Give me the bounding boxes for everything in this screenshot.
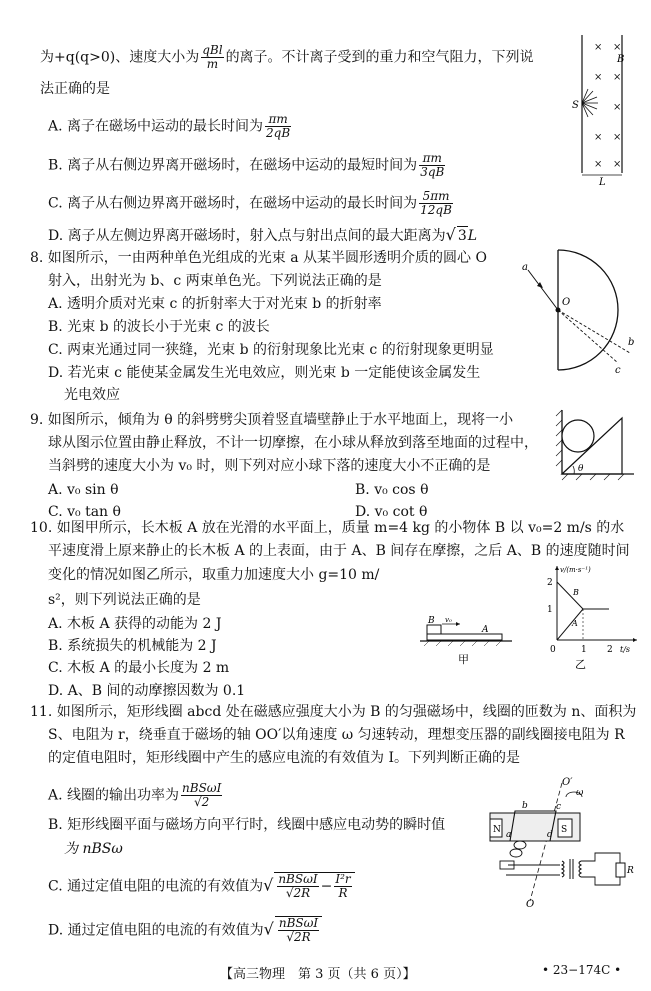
q9-stem-line3: 当斜劈的速度大小为 v₀ 时，则下列对应小球下落的速度大小不正确的是 [48, 458, 491, 474]
q10-graph-tick-x1: 1 [581, 645, 587, 655]
q9-stem-line2: 球从图示位置由静止释放，不计一切摩擦，在小球从释放到落至地面的过程中， [48, 435, 538, 451]
q7-option-b: B. 离子从右侧边界离开磁场时，在磁场中运动的最短时间为 $\frac{\pi m}{3qB}$ [48, 151, 445, 179]
field-cross: × [613, 42, 622, 53]
q7-ray-fan [582, 89, 598, 117]
field-cross: × [594, 42, 603, 53]
q8-beam-label-b: b [628, 337, 635, 348]
q10-graph-xlabel: t/s [620, 645, 631, 654]
q11-axis-label-o1: O′ [562, 777, 573, 788]
q10-board-label-a: A [482, 625, 489, 635]
q8-option-d-line2: 光电效应 [64, 387, 120, 403]
q7-stem-text2: 的离子。不计离子受到的重力和空气阻力，下列说 [225, 49, 534, 66]
field-cross: × [613, 132, 622, 143]
q10-graph-line-b: B [573, 588, 579, 597]
q10-graph-ylabel: v/(m·s⁻¹) [560, 566, 591, 574]
q10-option-a: A. 木板 A 获得的动能为 2 J [48, 616, 222, 632]
q11-coil-label-d: d [547, 830, 553, 840]
q10-graph-line-a: A [572, 619, 578, 628]
q11-stem-line2: S、电阻为 r，绕垂直于磁场的轴 OO′以角速度 ω 匀速转动，理想变压器的副线圈接电阻为 R [48, 727, 625, 743]
q8-center-label-o: O [562, 297, 571, 308]
q9-angle-label-theta: θ [578, 464, 584, 474]
q8-option-b: B. 光束 b 的波长小于光束 c 的波长 [48, 319, 270, 335]
q11-resistor-label-r: R [627, 866, 634, 876]
q7-speed-fraction: $\frac{\text{qBl}}{m}$ [202, 43, 223, 71]
q11-coil-label-c: c [556, 802, 562, 812]
q9-option-a: A. v₀ sin θ [48, 482, 119, 498]
q9-option-d: D. v₀ cot θ [355, 504, 428, 520]
q9-wedge-figure [548, 410, 638, 480]
page-footer-code: • 23−174C • [542, 963, 622, 977]
q10-figure-jia [420, 615, 520, 670]
q11-pole-label-s: S [561, 825, 568, 835]
q11-option-b-line2: 为 nBSω [64, 841, 123, 857]
q8-refraction-figure [500, 245, 645, 375]
q11-generator-figure [470, 775, 645, 910]
q10-option-d: D. A、B 间的动摩擦因数为 0.1 [48, 683, 246, 699]
q11-option-a: A. 线圈的输出功率为 $\frac{\text{nBSωI}}{√2}$ [48, 781, 222, 809]
q10-velocity-label: v₀ [445, 616, 452, 624]
field-cross: × [613, 72, 622, 83]
q10-figure-yi [543, 562, 643, 677]
q8-beam-label-c: c [615, 365, 621, 376]
q8-option-d-line1: D. 若光束 c 能使某金属发生光电效应，则光束 b 一定能使该金属发生 [48, 365, 481, 381]
q7-option-c: C. 离子从右侧边界离开磁场时，在磁场中运动的最长时间为 $\frac{5\pi m}{12qB}$ [48, 189, 452, 217]
q10-block-label-b: B [428, 616, 435, 626]
page-footer-title: 【高三物理 第 3 页（共 6 页）】 [220, 967, 416, 982]
q11-option-b-line1: B. 矩形线圈平面与磁场方向平行时，线圈中感应电动势的瞬时值 [48, 817, 446, 833]
q9-option-c: C. v₀ tan θ [48, 504, 121, 520]
q10-graph-tick-y2: 2 [547, 578, 553, 588]
q10-stem-line2: 平速度滑上原来静止的长木板 A 的上表面，由于 A、B 间存在摩擦，之后 A、B 的速度随时间 [48, 543, 630, 559]
q10-stem-line1: 10. 如图甲所示，长木板 A 放在光滑的水平面上，质量 m=4 kg 的小物体 B 以 v₀=2 m/s 的水 [30, 520, 625, 536]
q11-stem-line1: 11. 如图所示，矩形线圈 abcd 处在磁感应强度大小为 B 的匀强磁场中，线圈的匝数为 n、面积为 [30, 704, 637, 720]
q10-graph-tick-y1: 1 [547, 605, 553, 615]
q7-stem-text1: 为+q(q>0)、速度大小为 [40, 49, 200, 66]
q9-option-b: B. v₀ cos θ [355, 482, 429, 498]
field-cross: × [594, 159, 603, 170]
q7-field-label-b: B [617, 54, 625, 65]
q10-graph-tick-x0: 0 [550, 645, 556, 655]
q7-stem-line1 [40, 44, 534, 71]
q10-option-b: B. 系统损失的机械能为 2 J [48, 638, 217, 654]
field-cross: × [613, 102, 622, 113]
q8-stem-line2: 射入，出射光为 b、c 两束单色光。下列说法正确的是 [48, 273, 382, 289]
q10-figure-yi-caption: 乙 [575, 658, 586, 671]
q10-graph-tick-x2: 2 [607, 645, 613, 655]
q11-coil-label-b: b [522, 801, 528, 811]
q10-figure-jia-caption: 甲 [458, 653, 469, 666]
q10-stem-line4: s²，则下列说法正确的是 [48, 592, 201, 608]
q10-option-c: C. 木板 A 的最小长度为 2 m [48, 660, 230, 676]
q7-option-d: D. 离子从左侧边界离开磁场时，射入点与射出点间的最大距离为√ 3L [48, 225, 478, 244]
q9-stem-line1: 9. 如图所示，倾角为 θ 的斜劈劈尖顶着竖直墙壁静止于水平地面上，现将一小 [30, 412, 514, 428]
q7-stem-line2: 法正确的是 [40, 81, 110, 97]
field-cross: × [594, 72, 603, 83]
field-cross: × [594, 132, 603, 143]
q11-option-d: D. 通过定值电阻的电流的有效值为√ $\frac{\text{nBSωI}}{√2R}$ [48, 916, 322, 944]
q10-stem-line3: 变化的情况如图乙所示，取重力加速度大小 g=10 m/ [48, 567, 380, 583]
q11-pole-label-n: N [493, 825, 501, 835]
svg-text:ω: ω [576, 788, 584, 798]
q11-stem-line3: 的定值电阻时，矩形线圈中产生的感应电流的有效值为 I。下列判断正确的是 [48, 750, 520, 766]
q8-beam-label-a: a [522, 262, 528, 273]
q11-option-c: C. 通过定值电阻的电流的有效值为√ $\frac{\text{nBSωI}}{√2R}$ − $\frac{\text{I²r}}{R}$ [48, 872, 355, 900]
field-cross: × [613, 159, 622, 170]
q8-option-a: A. 透明介质对光束 c 的折射率大于对光束 b 的折射率 [48, 296, 382, 312]
q8-option-c: C. 两束光通过同一狭缝，光束 b 的衍射现象比光束 c 的衍射现象更明显 [48, 342, 494, 358]
q7-magnetic-field-figure [565, 35, 645, 188]
q7-width-label-l: L [599, 177, 606, 188]
q11-axis-label-o: O [526, 899, 535, 910]
q7-option-a: A. 离子在磁场中运动的最长时间为 $\frac{\pi m}{2qB}$ [48, 112, 291, 140]
q7-source-label-s: S [572, 100, 579, 111]
q11-coil-label-a: a [506, 830, 512, 840]
q8-stem-line1: 8. 如图所示，一由两种单色光组成的光束 a 从某半圆形透明介质的圆心 O [30, 250, 487, 266]
